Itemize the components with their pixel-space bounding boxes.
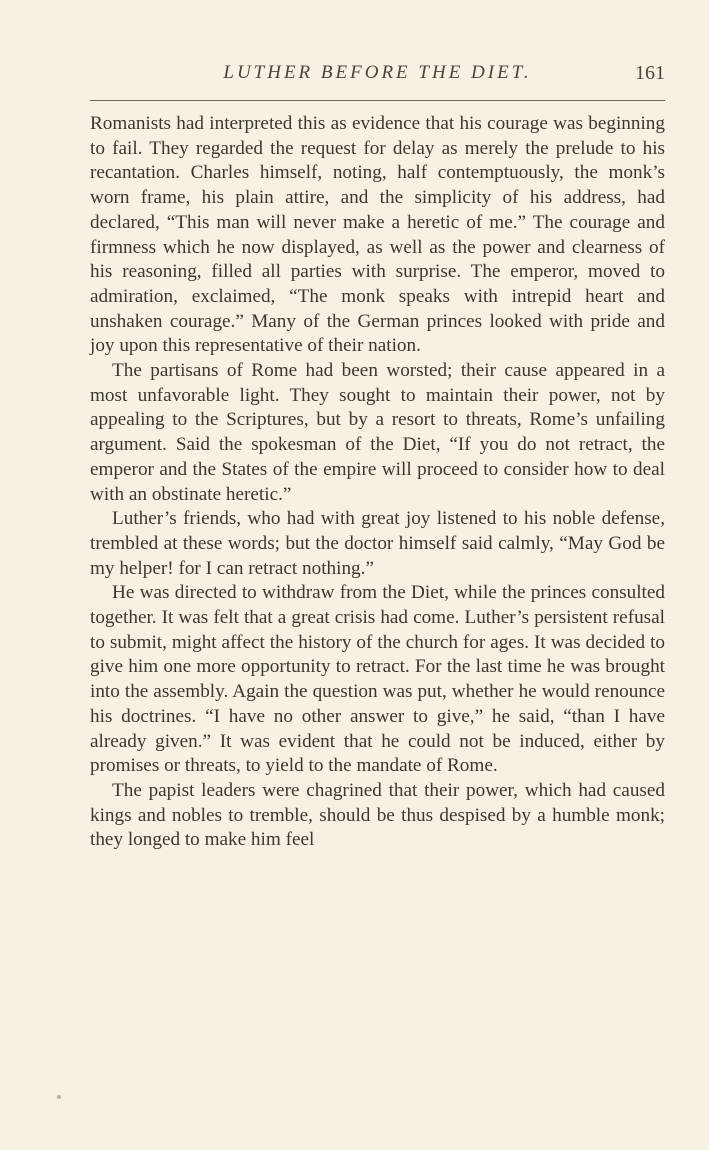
page-number: 161 (635, 62, 665, 84)
paragraph: He was directed to withdraw from the Diet, while the princes consulted together. It was felt that a great crisis had come. Luther’s persistent refusal to submit, might affect the history of the church for ages. It was decided to give him one more opportunity to retract. For the last time he was brought into the assembly. Again the question was put, whether he would renounce his doctrines. “I have no other answer to give,” he said, “than I have already given.” It was evident that he could not be induced, either by promises or threats, to yield to the mandate of Rome. (90, 582, 665, 777)
paragraph: Luther’s friends, who had with great joy listened to his noble defense, trembled at these words; but the doctor himself said calmly, “May God be my helper! for I can retract nothing.” (90, 508, 665, 579)
header-rule (90, 100, 665, 101)
paragraph: The papist leaders were chagrined that their power, which had caused kings and nobles to tremble, should be thus despised by a humble monk; they longed to make him feel (90, 779, 665, 851)
page-header (90, 62, 665, 90)
paragraph: The partisans of Rome had been worsted; their cause appeared in a most unfavorable light. They sought to maintain their power, not by appealing to the Scriptures, but by a resort to threats, Rome’s unfailing argument. Said the spokesman of the Diet, “If you do not retract, the emperor and the States of the empire will proceed to consider how to deal with an obstinate heretic.” (90, 360, 665, 505)
running-title: LUTHER BEFORE THE DIET. (223, 62, 532, 83)
paragraph: Romanists had interpreted this as evidence that his courage was beginning to fail. They regarded the request for delay as merely the prelude to his recantation. Charles himself, noting, half contemptuously, the monk’s worn frame, his plain attire, and the simplicity of his address, had declared, “This man will never make a heretic of me.” The courage and firmness which he now displayed, as well as the power and clearness of his reasoning, filled all parties with surprise. The emperor, moved to admiration, exclaimed, “The monk speaks with intrepid heart and unshaken courage.” Many of the German princes looked with pride and joy upon this representative of their nation. (90, 113, 665, 357)
margin-mark (57, 1095, 61, 1099)
body-text (90, 112, 665, 853)
